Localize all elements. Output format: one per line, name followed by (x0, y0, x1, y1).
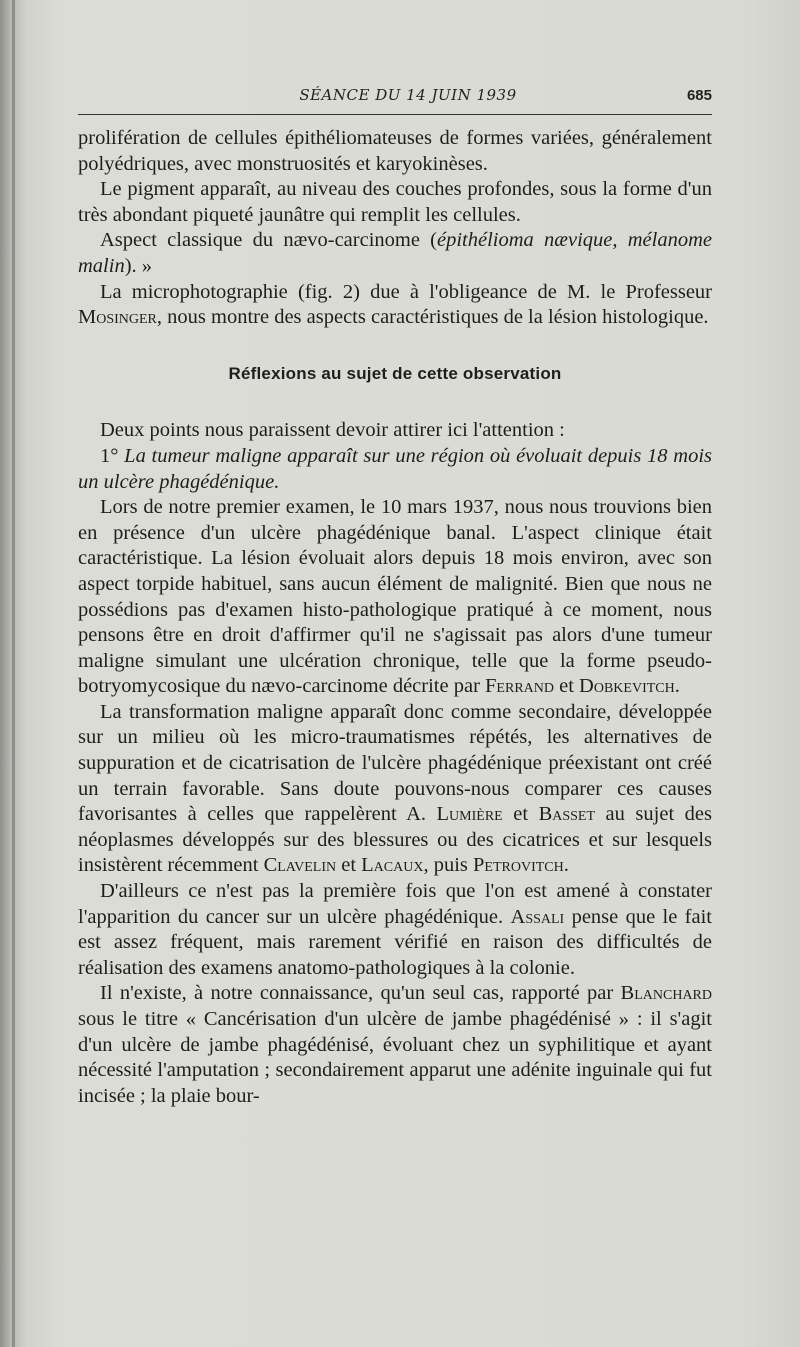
paragraph: La microphotographie (fig. 2) due à l'obligeance de M. le Professeur Mosinger, nous montre des aspects caractéristiques de la lésion histologique. (78, 280, 712, 329)
author-name: Petrovitch (473, 854, 564, 877)
author-name: Lumière (436, 803, 503, 826)
page-number: 685 (686, 87, 712, 104)
paragraph: Il n'existe, à notre connaissance, qu'un seul cas, rapporté par Blanchard sous le titre « Cancérisation d'un ulcère de jambe phagédénisé » : il s'agit d'un ulcère de jambe phagédénisé, évoluant chez un syphilitique et ayant nécessité l'amputation ; secondairement apparut une adénite inguinale qui fut incisée ; la plaie bour- (78, 982, 712, 1107)
paragraph: Aspect classique du nævo-carcinome (épithélioma nævique, mélanome malin). » (78, 229, 712, 277)
author-name: Lacaux (361, 854, 424, 877)
paragraph: prolifération de cellules épithéliomateuses de formes variées, généralement polyédriques, avec monstruosités et karyokinèses. (78, 127, 712, 175)
paragraph: Le pigment apparaît, au niveau des couches profondes, sous la forme d'un très abondant piqueté jaunâtre qui remplit les cellules. (78, 178, 712, 226)
paragraph: Deux points nous paraissent devoir attirer ici l'attention : (100, 419, 565, 442)
author-name: Mosinger (78, 306, 157, 329)
author-name: Clavelin (263, 854, 337, 877)
section-heading: Réflexions au sujet de cette observation (228, 363, 562, 383)
paragraph: D'ailleurs ce n'est pas la première fois que l'on est amené à constater l'apparition du cancer sur un ulcère phagédénique. Assali pense que le fait est assez fréquent, mais rarement vérifié en raison des difficultés de réalisation des examens anatomo-pathologiques à la colonie. (78, 880, 713, 979)
running-head: SÉANCE DU 14 JUIN 1939 (299, 86, 517, 104)
author-name: Basset (538, 803, 596, 826)
author-name: Assali (510, 905, 565, 928)
author-name: Dobkevitch (579, 675, 675, 698)
author-name: Blanchard (620, 982, 712, 1005)
body-text (78, 126, 712, 1109)
header-rule (78, 114, 712, 115)
paragraph: La transformation maligne apparaît donc comme secondaire, développée sur un milieu où les micro-traumatismes répétés, les alternatives de suppuration et de cicatrisation de l'ulcère phagédénique préexistant ont créé un terrain favorable. Sans doute pouvons-nous comparer ces causes favorisantes à celles que rappelèrent A. Lumière et Basset au sujet des néoplasmes développés sur des blessures ou des cicatrices et sur lesquels insistèrent récemment Clavelin et Lacaux, puis Petrovitch. (78, 700, 712, 877)
author-name: Ferrand (485, 675, 554, 698)
paragraph: 1° La tumeur maligne apparaît sur une région où évoluait depuis 18 mois un ulcère phagédénique. (78, 444, 712, 493)
page-header (78, 86, 712, 110)
paragraph: Lors de notre premier examen, le 10 mars 1937, nous nous trouvions bien en présence d'un ulcère phagédénique banal. L'aspect clinique était caractéristique. La lésion évoluait alors depuis 18 mois environ, avec son aspect torpide habituel, sans aucun élément de malignité. Bien que nous ne possédions pas d'examen histo-pathologique pratiqué à ce moment, nous pensons être en droit d'affirmer qu'il ne s'agissait pas alors d'une tumeur maligne simulant une ulcération chronique, telle que la forme pseudo-botryomycosique du nævo-carcinome décrite par Ferrand et Dobkevitch. (78, 496, 712, 698)
